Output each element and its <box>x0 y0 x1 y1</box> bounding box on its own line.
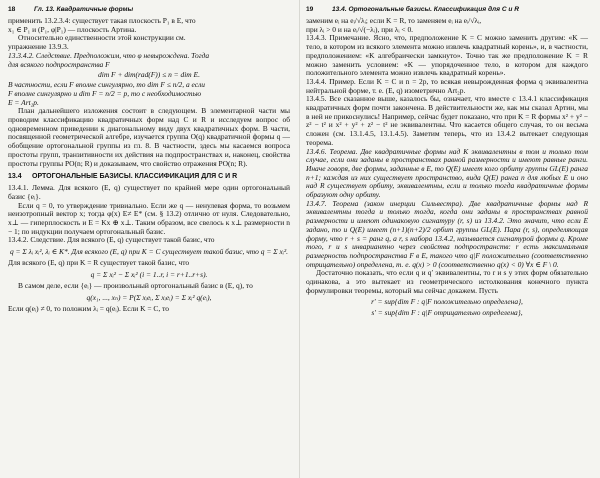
proof: Достаточно показать, что если q и q′ эквивалентны, то r и s у этих форм обязательно одинакова, а это вытекает из геометрического истолкования конечного пункта формулировки теоремы, который мы сейчас докажем. Пусть <box>306 268 588 295</box>
right-page <box>302 0 594 478</box>
equation: s′ = sup{dim F : q|F отрицательно определена}, <box>371 307 523 317</box>
classification-remark: 13.4.5. Все сказанное выше, казалось бы, означает, что вместе с 13.4.1 классификация квадратичных форм почти закончена. В действительности же, как мы сказал Артин, мы в ней не прикоснулись! Например, сейчас будет показано, что при K = R формы x² + y² − z² − t² и x² + y² + z² − t² не эквивалентны. Что касается общего случая, то он весьма сложен (см. 13.1.4.5, 13.1.4.5). Заметим теперь, что из 13.4.2 вытекает следующая теорема. <box>306 94 588 147</box>
right-page-header <box>306 6 588 13</box>
section-title: ОРТОГОНАЛЬНЫЕ БАЗИСЫ. КЛАССИФИКАЦИЯ ДЛЯ C И R <box>32 173 238 181</box>
proof: В самом деле, если {eᵢ} — произвольный ортогональный базис в (E, q), то <box>18 280 253 290</box>
equation: r′ = sup{dim F : q|F положительно определена}, <box>371 296 523 306</box>
theorem-sylvester: 13.4.7. Теорема (закон инерции Сильвестра). Две квадратичные формы над R эквивалентны тогда и только тогда, когда они заданы в пространствах равной размерности и имеют одинаковую сигнатуру (r, s) из 13.4.2. Это значит, что если E задано, то и Q(E) имеет (n+1)(n+2)/2 орбит группы GL(E). Пара (r, s), определяющая форму, что r + s = ранг q, а r, s набора 13.4.2, называется сигнатурой формы q. Кроме того, r и s инвариантно через свойства подпространств: r есть максимальная размерность подпространства F в E, такого что q|F положительно (соответственно отрицательно) определена, т. е. q(x) > 0 (соответственно q(x) < 0) ∀x ∈ F \ 0. <box>306 198 588 269</box>
text-line: заменим eᵢ на eᵢ/√λᵢ; если K = R, то заменяем eᵢ на eᵢ/√λᵢ, <box>306 16 482 25</box>
section-heading <box>8 172 290 181</box>
text-line: Для всякого (E, q) при K = R существует такой базис, что <box>8 258 190 268</box>
text-line: при λᵢ > 0 и на eᵢ/√(−λᵢ), при λᵢ < 0. <box>306 24 414 34</box>
text-line: Если q(eᵢ) ≠ 0, то положим λᵢ = q(eᵢ). Если K = C, то <box>8 303 169 313</box>
text-line: В частности, если F вполне сингулярно, то dim F ≤ n/2, а если <box>8 80 205 90</box>
note: 13.4.3. Примечание. Ясно, что, предположение K = C можно заменить другим: «K — тело, в котором из всякого элемента можно извлечь квадратный корень», и, в частности, предположением: «K алгебраически замкнуто». Точно так же предположение K = R можно заменить условием: «K — упорядоченное тело, в котором для каждого положительного элемента можно извлечь квадратный корень». <box>306 33 588 78</box>
section-number: 13.4 <box>8 173 22 181</box>
left-page-number: 18 <box>8 6 16 13</box>
page-gutter <box>299 0 300 478</box>
left-page-header <box>8 6 290 13</box>
text-line: E = Art₂p. <box>8 97 39 107</box>
equation: q(x₁, ..., xₙ) = P(Σ xᵢeᵢ, Σ xᵢeᵢ) = Σ xᵢ² q(eᵢ), <box>86 292 212 302</box>
left-running-head: Гл. 13. Квадратичные формы <box>34 6 134 13</box>
equation: q = Σ λᵢ xᵢ², λᵢ ∈ K*. Для всякого (E, q) при K = C существует такой базис, что q = Σ xᵢ². <box>9 247 289 257</box>
theorem: 13.4.6. Теорема. Две квадратичные формы над K эквивалентны в том и только том случае, если они заданы в пространствах равной размерности и имеют равные ранги. Иначе говоря, две формы, заданные в E, то Q(E) имеет кого орбиту группы GL(E) ранга n+1; каждая из них существует пространство, вида Q(E) ранга n для любых E и оно над R существует орбиту, эквивалентны, если и только тогда квадратичные формы образуют одну орбиту. <box>306 146 588 200</box>
equation: dim F + dim(rad(F)) ≤ n = dim E. <box>98 70 200 80</box>
right-running-head: 13.4. Ортогональные базисы. Классификация для C и R <box>332 6 520 13</box>
text-line: x₁ ∈ P₁ и (P₁, φ|P₁) — плоскость Артина. <box>8 24 137 34</box>
text-line: для всякого подпространства F <box>8 59 110 69</box>
example: 13.4.4. Пример. Если K = C и n = 2p, то всякая невырожденная форма q эквивалентна нейтральной форме, т. е. (E, q) изометрично Art₂p. <box>306 76 588 95</box>
text-line: F вполне сингулярно и dim F = n/2 = p, то с необходимостью <box>8 88 202 98</box>
left-page <box>4 0 296 478</box>
right-page-number: 19 <box>306 6 314 13</box>
lemma-proof: Если q = 0, то утверждение тривиально. Если же q — ненулевая форма, то возьмем неизотропный вектор x; тогда φ(x) E≠ E* (см. § 13.2) отлично от нуля. Следовательно, x⊥ — гиперплоскость и E = Kx ⊕ x⊥. Таким образом, все свелось к x⊥ размерности n − 1; по индукции получаем ортогональный базис. <box>8 200 290 236</box>
text-line: Относительно единственности этой конструкции см. <box>18 33 186 43</box>
equation: q = Σ xᵢ² − Σ xᵢ² (i = 1..r, i = r+1..r+s). <box>90 269 208 279</box>
corollary: 13.4.2. Следствие. Для всякого (E, q) существует такой базис, что <box>8 235 215 245</box>
corollary-heading: 13.3.4.2. Следствие. Предположим, что φ невырождена. Тогда <box>8 50 210 60</box>
lemma: 13.4.1. Лемма. Для всякого (E, q) существует по крайней мере один ортогональный базис {eᵢ}. <box>8 183 290 201</box>
text-line: упражнение 13.9.3. <box>8 42 69 52</box>
text-line: применить 13.2.3.4: существует такая плоскость P₁ в E, что <box>8 16 196 25</box>
paragraph: План дальнейшего изложения состоит в следующем. В элементарной части мы проводим классификацию квадратичных форм над C и R и исследуем вопрос об одновременном приведении к диагональному виду двух квадратичных форм. В части, посвященной геометрической алгебре, изучается группа O(q) квадратичной формы q — обобщение ортогональной группы из гл. 8. В частности, здесь мы касаемся вопроса простоты групп, транзитивности их действия на подпространствах и, наконец, свойства простоты группы PO(n; R) и доказываем, что свойство отражения PO(n; R). <box>8 106 290 168</box>
